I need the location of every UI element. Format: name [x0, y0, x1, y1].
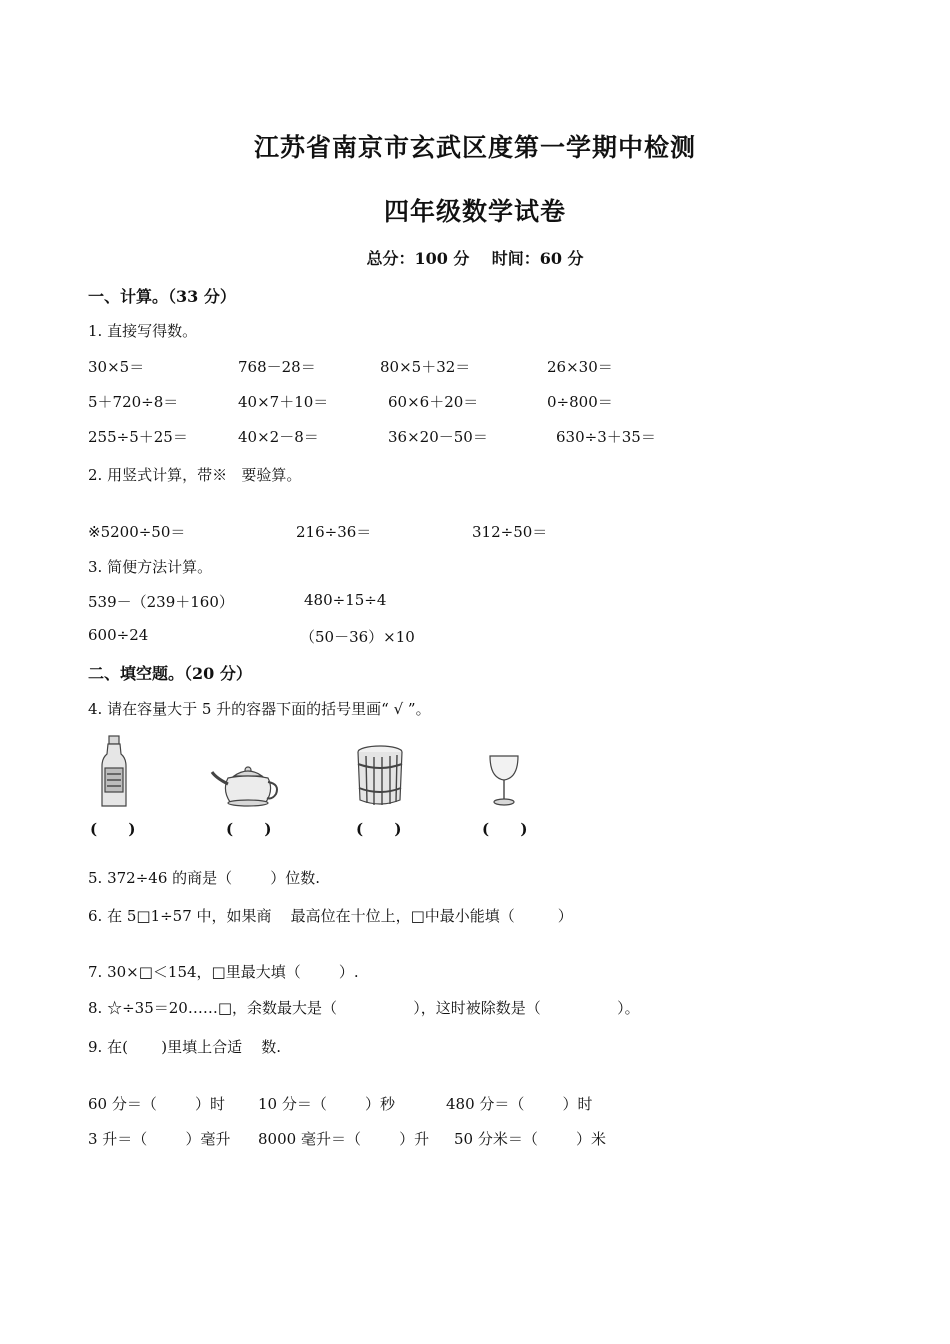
- exercise: 8000 毫升＝（ ）升: [258, 1130, 430, 1148]
- answer-blank[interactable]: ( ): [482, 820, 528, 838]
- question-2-prompt: 2. 用竖式计算，带※ 要验算。: [88, 466, 302, 484]
- question-3-prompt: 3. 简便方法计算。: [88, 558, 213, 576]
- section-heading-fill: 二、填空题。（20 分）: [88, 664, 252, 683]
- exercise: ※5200÷50＝: [88, 523, 186, 541]
- exercise: 768－28＝: [238, 358, 316, 376]
- answer-blank[interactable]: ( ): [90, 820, 136, 838]
- exercise: 80×5＋32＝: [380, 358, 471, 376]
- exercise: 36×20－50＝: [388, 428, 488, 446]
- page-subtitle: 四年级数学试卷: [383, 197, 566, 226]
- goblet-icon: [486, 752, 522, 808]
- exercise: 216÷36＝: [296, 523, 372, 541]
- question-8: 8. ☆÷35＝20……□，余数最大是（ ），这时被除数是（ ）。: [88, 999, 640, 1017]
- exercise: 0÷800＝: [547, 393, 613, 411]
- exercise: （50－36）×10: [300, 628, 415, 646]
- exercise: 50 分米＝（ ）米: [454, 1130, 607, 1148]
- teapot-icon: [210, 764, 282, 808]
- page-title: 江苏省南京市玄武区度第一学期中检测: [253, 133, 696, 162]
- question-9-prompt: 9. 在( )里填上合适 数.: [88, 1038, 282, 1056]
- bottle-icon: [96, 734, 132, 810]
- question-4-prompt: 4. 请在容量大于 5 升的容器下面的括号里画“ √ ”。: [88, 700, 431, 718]
- exercise: 30×5＝: [88, 358, 145, 376]
- exercise: 5＋720÷8＝: [88, 393, 179, 411]
- exercise: 10 分＝（ ）秒: [258, 1095, 396, 1113]
- exercise: 630÷3＋35＝: [556, 428, 656, 446]
- exercise: 600÷24: [88, 626, 149, 644]
- exercise: 60 分＝（ ）时: [88, 1095, 226, 1113]
- exercise: 60×6＋20＝: [388, 393, 479, 411]
- exercise: 26×30＝: [547, 358, 613, 376]
- exercise: 3 升＝（ ）毫升: [88, 1130, 231, 1148]
- question-7: 7. 30×□＜154，□里最大填（ ）.: [88, 963, 359, 981]
- exercise: 312÷50＝: [472, 523, 548, 541]
- exercise: 40×2－8＝: [238, 428, 319, 446]
- exercise: 539－（239＋160）: [88, 593, 234, 611]
- exam-meta: 总分：100 分 时间：60 分: [366, 249, 584, 268]
- exercise: 40×7＋10＝: [238, 393, 329, 411]
- exercise: 480÷15÷4: [304, 591, 387, 609]
- exercise: 480 分＝（ ）时: [446, 1095, 593, 1113]
- question-6: 6. 在 5□1÷57 中，如果商 最高位在十位上，□中最小能填（ ）: [88, 907, 573, 925]
- section-heading-calc: 一、计算。（33 分）: [88, 287, 236, 306]
- question-1-prompt: 1. 直接写得数。: [88, 322, 198, 340]
- answer-blank[interactable]: ( ): [226, 820, 272, 838]
- answer-blank[interactable]: ( ): [356, 820, 402, 838]
- bucket-icon: [354, 744, 406, 808]
- question-5: 5. 372÷46 的商是（ ）位数.: [88, 869, 321, 887]
- exercise: 255÷5＋25＝: [88, 428, 188, 446]
